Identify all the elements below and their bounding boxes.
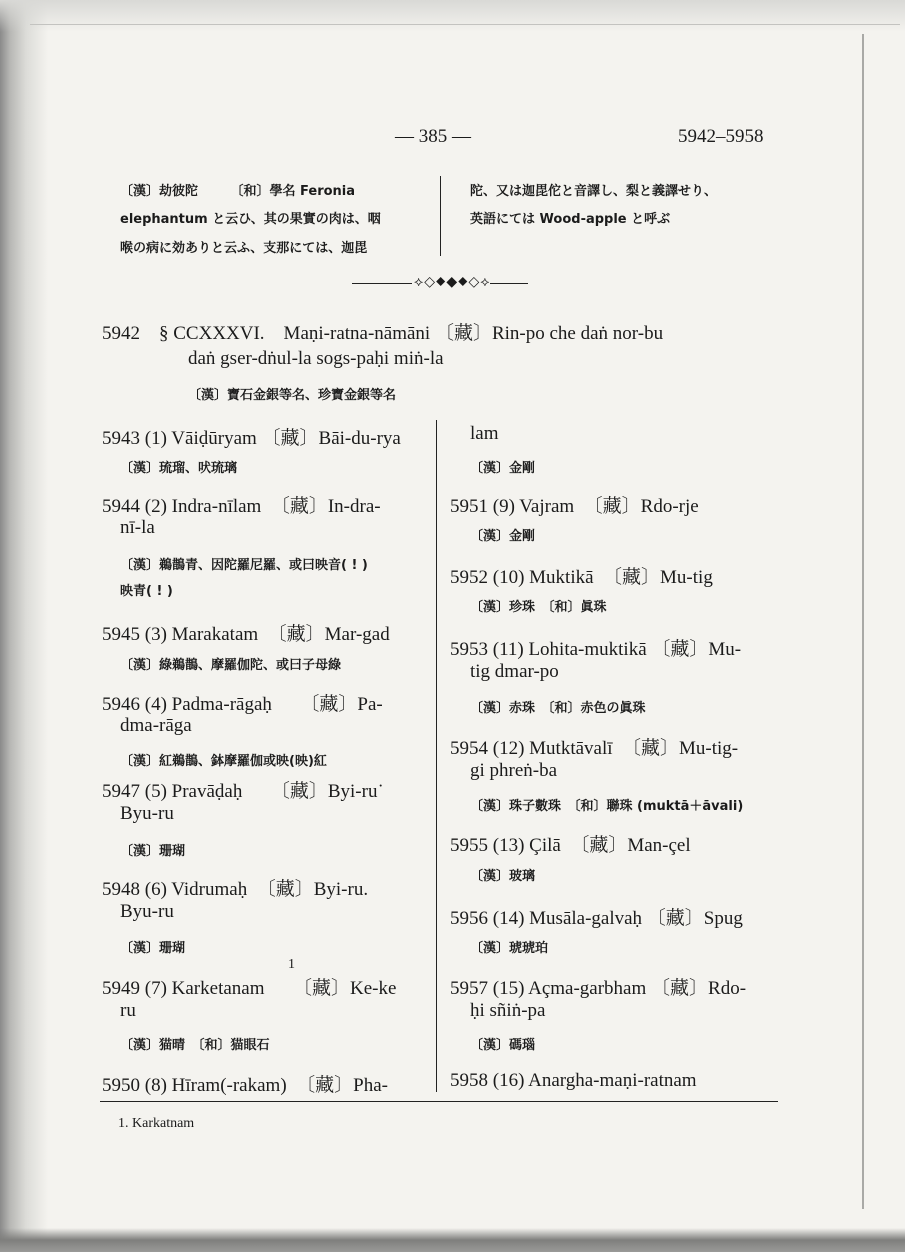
entry-headword: 5949 (7) Karketanam 〔藏〕Ke-ke (102, 978, 397, 999)
entry-headword: 5950 (8) Hīram(-rakam) 〔藏〕Pha- (102, 1075, 388, 1096)
scan-top-edge (30, 24, 900, 25)
entry-chinese: 〔漢〕赤珠 〔和〕赤色の眞珠 (470, 701, 646, 716)
entry-headword: 5954 (12) Mutktāvalī 〔藏〕Mu-tig- (450, 738, 739, 759)
entry-chinese: 〔漢〕紅鵜鵲、鉢摩羅伽或映(映)紅 (120, 754, 327, 769)
section-heading-continued: daṅ gser-dṅul-la sogs-paḥi miṅ-la (188, 348, 444, 369)
entry-continued: lam (470, 423, 499, 444)
entry-headword: 5948 (6) Vidrumaḥ 〔藏〕Byi-ru. (102, 879, 369, 900)
entry-chinese: 〔漢〕猫晴 〔和〕猫眼石 (120, 1038, 270, 1053)
ornament-rule-left (352, 283, 412, 284)
entry-headword: 5958 (16) Anargha-maṇi-ratnam (450, 1070, 697, 1091)
entry-chinese: 〔漢〕珠子數珠 〔和〕聯珠 (muktā＋āvali) (470, 799, 744, 814)
entry-headword: 5955 (13) Çilā 〔藏〕Man-çel (450, 835, 691, 856)
ornament-rule-right (490, 283, 528, 284)
entry-headword: 5944 (2) Indra-nīlam 〔藏〕In-dra- (102, 496, 381, 517)
entry-continued: Byu-ru (120, 901, 174, 922)
entry-headword: 5947 (5) Pravāḍaḥ 〔藏〕Byi-ru˙ (102, 781, 384, 802)
footnote-marker: 1 (288, 957, 295, 972)
entry-headword: 5952 (10) Muktikā 〔藏〕Mu-tig (450, 567, 713, 588)
scan-shadow-top (0, 0, 905, 32)
entry-headword: 5956 (14) Musāla-galvaḥ 〔藏〕Spug (450, 908, 743, 929)
entry-chinese: 〔漢〕碼瑙 (470, 1038, 536, 1053)
intro-left-line: 喉の病に効ありと云ふ、支那にては、迦毘 (120, 241, 368, 256)
footnote-rule (100, 1101, 778, 1102)
entry-chinese: 〔漢〕綠鵜鵲、摩羅伽陀、或曰子母綠 (120, 658, 342, 673)
entry-headword: 5943 (1) Vāiḍūryam 〔藏〕Bāi-du-rya (102, 428, 401, 449)
entry-chinese: 〔漢〕琥琥珀 (470, 941, 549, 956)
entry-continued: gi phreṅ-ba (470, 760, 558, 781)
entry-chinese: 〔漢〕玻璃 (470, 869, 536, 884)
intro-right-line: 陀、又は迦毘佗と音譯し、梨と義譯せり、 (470, 184, 718, 199)
entry-continued: Byu-ru (120, 803, 174, 824)
entry-continued: ru (120, 1000, 136, 1021)
entry-headword: 5953 (11) Lohita-muktikā 〔藏〕Mu- (450, 639, 742, 660)
entry-chinese: 〔漢〕珊瑚 (120, 941, 186, 956)
entry-chinese: 〔漢〕金剛 (470, 461, 536, 476)
ornament: ⟡◇⬥◆⬥◇⟡ (414, 275, 491, 290)
entry-headword: 5957 (15) Açma-garbham 〔藏〕Rdo- (450, 978, 747, 999)
intro-left-line: 〔漢〕劫彼陀 〔和〕學名 Feronia (120, 184, 356, 199)
entry-chinese: 〔漢〕鵜鵲青、因陀羅尼羅、或曰映音( ! ) (120, 558, 368, 573)
entry-range: 5942–5958 (678, 126, 764, 147)
scan-right-edge (862, 34, 864, 1209)
intro-right-line: 英語にては Wood-apple と呼ぶ (470, 212, 671, 227)
footnote: 1. Karkatnam (118, 1116, 195, 1131)
section-chinese: 〔漢〕寶石金銀等名、珍寶金銀等名 (188, 388, 397, 403)
scan-shadow-bottom (0, 1228, 905, 1252)
entry-continued: tig dmar-po (470, 661, 559, 682)
entry-headword: 5951 (9) Vajram 〔藏〕Rdo-rje (450, 496, 699, 517)
scan-shadow-left (0, 0, 48, 1252)
entry-chinese: 〔漢〕琉瑠、吠琉璃 (120, 461, 238, 476)
entry-continued: ḥi sñiṅ-pa (470, 1000, 546, 1021)
intro-left-line: elephantum と云ひ、其の果實の肉は、咽 (120, 212, 381, 227)
entry-headword: 5946 (4) Padma-rāgaḥ 〔藏〕Pa- (102, 694, 383, 715)
intro-column-rule (440, 176, 441, 256)
entry-headword: 5945 (3) Marakatam 〔藏〕Mar-gad (102, 624, 390, 645)
entry-continued: dma-rāga (120, 715, 192, 736)
entry-chinese: 〔漢〕珍珠 〔和〕眞珠 (470, 600, 607, 615)
entry-chinese: 〔漢〕珊瑚 (120, 844, 186, 859)
page-number: — 385 — (395, 126, 471, 147)
entry-chinese: 映青( ! ) (120, 584, 173, 599)
section-heading: 5942 § CCXXXVI. Maṇi-ratna-nāmāni 〔藏〕Rin-po che daṅ nor-bu (102, 323, 664, 344)
column-rule (436, 420, 437, 1092)
entry-continued: nī-la (120, 517, 155, 538)
entry-chinese: 〔漢〕金剛 (470, 529, 536, 544)
